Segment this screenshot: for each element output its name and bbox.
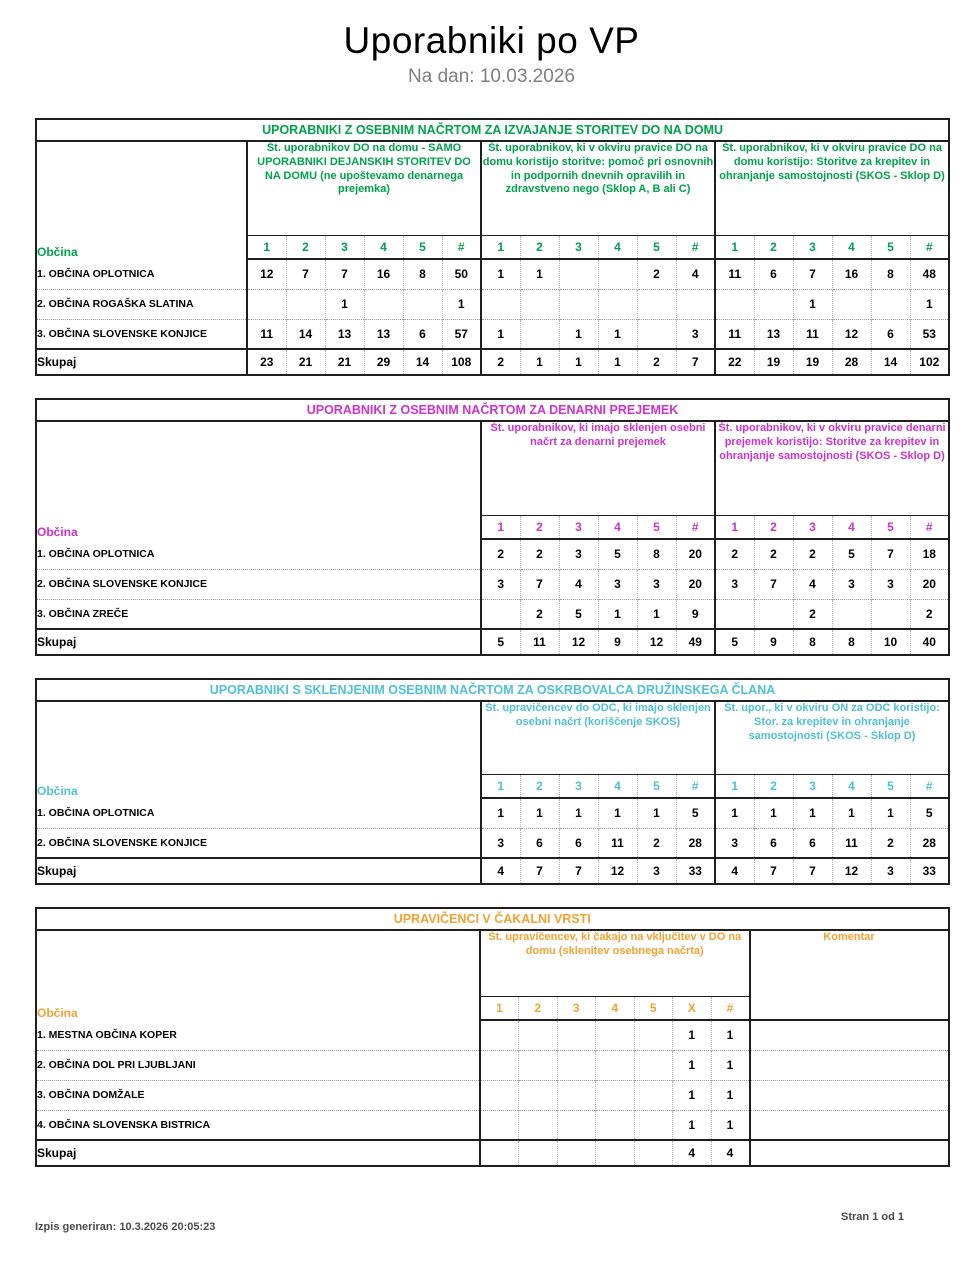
value-cell: 20 (910, 569, 949, 599)
value-cell: 2 (871, 828, 910, 858)
value-cell (247, 289, 286, 319)
row-label: 1. OBČINA OPLOTNICA (37, 547, 155, 560)
value-cell (480, 1020, 519, 1050)
value-cell: 4 (559, 569, 598, 599)
value-cell: 2 (520, 539, 559, 569)
row-label: 2. OBČINA SLOVENSKE KONJICE (36, 828, 481, 858)
total-value-cell (634, 1140, 673, 1166)
col-header: # (676, 774, 715, 798)
col-header: 4 (598, 515, 637, 539)
value-cell (754, 599, 793, 629)
col-header: 4 (598, 235, 637, 259)
report-tables (35, 118, 948, 1167)
value-cell: 7 (754, 569, 793, 599)
total-label: Skupaj (36, 858, 481, 884)
value-cell (519, 1050, 558, 1080)
total-value-cell: 2 (637, 349, 676, 375)
value-cell (519, 1110, 558, 1140)
value-cell (519, 1080, 558, 1110)
value-cell: 2 (481, 539, 520, 569)
footer-page-number: Stran 1 od 1 (841, 1211, 904, 1223)
group-header: Št. uporabnikov, ki v okviru pravice DO na domu koristijo storitve: pomoč pri osnovnih in podpornih dnevnih opravilih in zdravstveno nego (Sklop A, B ali C) (481, 141, 715, 235)
value-cell: 1 (793, 798, 832, 828)
total-value-cell: 10 (871, 629, 910, 655)
value-cell: 4 (676, 259, 715, 289)
group-header: Št. upor., ki v okviru ON za ODČ koristijo: Stor. za krepitev in ohranjanje samostojnosti (SKOS - Sklop D) (715, 701, 949, 774)
comment-cell (750, 1050, 949, 1080)
comment-cell (750, 1020, 949, 1050)
col-header: 4 (832, 774, 871, 798)
value-cell: 1 (871, 798, 910, 828)
col-header: # (676, 515, 715, 539)
value-cell: 16 (364, 259, 403, 289)
value-cell: 3 (637, 569, 676, 599)
value-cell: 1 (520, 798, 559, 828)
value-cell (634, 1110, 673, 1140)
value-cell: 1 (673, 1020, 712, 1050)
total-value-cell: 4 (711, 1140, 750, 1166)
value-cell: 57 (442, 319, 481, 349)
value-cell: 3 (871, 569, 910, 599)
col-header: 3 (559, 515, 598, 539)
value-cell: 6 (754, 828, 793, 858)
value-cell: 20 (676, 539, 715, 569)
value-cell (634, 1080, 673, 1110)
value-cell (596, 1020, 635, 1050)
col-header: 1 (481, 774, 520, 798)
report-footer (35, 1211, 948, 1233)
total-value-cell: 28 (832, 349, 871, 375)
value-cell: 1 (711, 1110, 750, 1140)
value-cell: 11 (247, 319, 286, 349)
value-cell (520, 319, 559, 349)
value-cell: 13 (754, 319, 793, 349)
value-cell: 3 (598, 569, 637, 599)
value-cell (520, 289, 559, 319)
total-label: Skupaj (36, 629, 481, 655)
col-header: 4 (832, 235, 871, 259)
value-cell: 4 (793, 569, 832, 599)
col-header: 1 (715, 774, 754, 798)
value-cell: 12 (247, 259, 286, 289)
total-value-cell: 3 (637, 858, 676, 884)
col-header: 2 (286, 235, 325, 259)
obcina-header: Občina (37, 245, 78, 259)
total-value-cell: 7 (754, 858, 793, 884)
col-header: 3 (559, 235, 598, 259)
value-cell (364, 289, 403, 319)
total-value-cell: 14 (871, 349, 910, 375)
value-cell: 1 (673, 1080, 712, 1110)
value-cell: 7 (520, 569, 559, 599)
total-value-cell: 12 (598, 858, 637, 884)
col-header: 1 (247, 235, 286, 259)
value-cell: 6 (403, 319, 442, 349)
value-cell (557, 1080, 596, 1110)
col-header: X (673, 996, 712, 1020)
total-value-cell: 7 (676, 349, 715, 375)
value-cell: 1 (711, 1020, 750, 1050)
col-header: 4 (596, 996, 635, 1020)
table-title: UPORABNIKI Z OSEBNIM NAČRTOM ZA IZVAJANJE STORITEV DO NA DOMU (36, 119, 949, 141)
group-header: Št. upravičencev do ODČ, ki imajo sklenjen osebni načrt (koriščenje SKOS) (481, 701, 715, 774)
value-cell: 1 (637, 798, 676, 828)
value-cell (676, 289, 715, 319)
value-cell: 6 (559, 828, 598, 858)
value-cell (481, 289, 520, 319)
col-header: # (442, 235, 481, 259)
col-header: 1 (481, 515, 520, 539)
value-cell: 2 (637, 259, 676, 289)
row-label: 2. OBČINA DOL PRI LJUBLJANI (36, 1050, 480, 1080)
group-header: Št. uporabnikov, ki v okviru pravice DO na domu koristijo: Storitve za krepitev in ohranjanje samostojnosti (SKOS - Sklop D) (715, 141, 949, 235)
total-value-cell: 5 (715, 629, 754, 655)
value-cell: 13 (325, 319, 364, 349)
value-cell (557, 1110, 596, 1140)
value-cell (557, 1020, 596, 1050)
total-value-cell: 33 (676, 858, 715, 884)
col-header: # (910, 235, 949, 259)
table-denarni-prejemek (35, 398, 950, 656)
value-cell: 20 (676, 569, 715, 599)
value-cell (832, 289, 871, 319)
value-cell (559, 289, 598, 319)
report-date: Na dan: 10.03.2026 (408, 66, 575, 87)
col-header: 2 (520, 235, 559, 259)
value-cell (519, 1020, 558, 1050)
value-cell (596, 1110, 635, 1140)
total-value-cell: 8 (832, 629, 871, 655)
value-cell: 3 (559, 539, 598, 569)
value-cell (598, 259, 637, 289)
col-header: 5 (637, 235, 676, 259)
total-value-cell: 8 (793, 629, 832, 655)
value-cell: 5 (676, 798, 715, 828)
value-cell: 5 (910, 798, 949, 828)
col-header: 5 (637, 515, 676, 539)
value-cell: 1 (793, 289, 832, 319)
col-header: 1 (715, 515, 754, 539)
value-cell: 6 (871, 319, 910, 349)
total-value-cell: 23 (247, 349, 286, 375)
total-value-cell: 19 (793, 349, 832, 375)
total-value-cell: 102 (910, 349, 949, 375)
value-cell: 1 (481, 319, 520, 349)
total-value-cell: 1 (559, 349, 598, 375)
value-cell: 14 (286, 319, 325, 349)
col-header: 2 (520, 774, 559, 798)
value-cell: 1 (711, 1080, 750, 1110)
col-header: 3 (559, 774, 598, 798)
total-label: Skupaj (36, 349, 247, 375)
value-cell: 2 (754, 539, 793, 569)
value-cell (637, 319, 676, 349)
group-header: Št. upravičencev, ki čakajo na vključitev v DO na domu (sklenitev osebnega načrta) (480, 930, 750, 996)
total-value-cell: 7 (520, 858, 559, 884)
total-label: Skupaj (36, 1140, 480, 1166)
value-cell (286, 289, 325, 319)
total-value-cell: 3 (871, 858, 910, 884)
col-header: 3 (793, 235, 832, 259)
value-cell: 1 (481, 259, 520, 289)
col-header: 2 (754, 235, 793, 259)
col-header: 2 (754, 774, 793, 798)
total-value-cell: 22 (715, 349, 754, 375)
total-value-cell: 108 (442, 349, 481, 375)
obcina-header: Občina (37, 525, 78, 539)
total-value-cell (596, 1140, 635, 1166)
value-cell: 1 (910, 289, 949, 319)
value-cell (596, 1050, 635, 1080)
value-cell: 1 (673, 1110, 712, 1140)
col-header: 1 (481, 235, 520, 259)
value-cell: 3 (481, 828, 520, 858)
value-cell: 1 (598, 599, 637, 629)
total-value-cell: 1 (520, 349, 559, 375)
col-header: # (676, 235, 715, 259)
row-label: 1. OBČINA OPLOTNICA (37, 267, 155, 280)
value-cell: 6 (754, 259, 793, 289)
total-value-cell: 9 (598, 629, 637, 655)
col-header: 4 (364, 235, 403, 259)
col-header: 2 (519, 996, 558, 1020)
col-header: 5 (403, 235, 442, 259)
total-value-cell: 12 (832, 858, 871, 884)
value-cell: 1 (559, 319, 598, 349)
total-value-cell: 2 (481, 349, 520, 375)
total-value-cell: 5 (481, 629, 520, 655)
col-header: 4 (832, 515, 871, 539)
value-cell: 1 (673, 1050, 712, 1080)
footer-generated-timestamp: Izpis generiran: 10.3.2026 20:05:23 (35, 1221, 216, 1233)
group-header: Št. uporabnikov, ki v okviru pravice denarni prejemek koristijo: Storitve za krepitev in ohranjanje samostojnosti (SKOS - Sklop D) (715, 421, 949, 515)
total-value-cell: 11 (520, 629, 559, 655)
total-value-cell: 4 (673, 1140, 712, 1166)
value-cell (598, 289, 637, 319)
value-cell: 48 (910, 259, 949, 289)
total-value-cell: 4 (715, 858, 754, 884)
table-title: UPORABNIKI S SKLENJENIM OSEBNIM NAČRTOM ZA OSKRBOVALCA DRUŽINSKEGA ČLANA (36, 679, 949, 701)
value-cell: 2 (793, 599, 832, 629)
total-value-cell: 12 (559, 629, 598, 655)
value-cell: 3 (715, 828, 754, 858)
value-cell (871, 289, 910, 319)
table-do-na-domu (35, 118, 950, 376)
value-cell: 8 (871, 259, 910, 289)
value-cell (634, 1020, 673, 1050)
value-cell (871, 599, 910, 629)
col-header: 5 (634, 996, 673, 1020)
total-value-cell: 7 (793, 858, 832, 884)
value-cell: 7 (871, 539, 910, 569)
value-cell: 1 (520, 259, 559, 289)
total-comment-cell (750, 1140, 949, 1166)
total-value-cell: 21 (286, 349, 325, 375)
value-cell: 11 (598, 828, 637, 858)
group-header: Št. uporabnikov, ki imajo sklenjen osebni načrt za denarni prejemek (481, 421, 715, 515)
value-cell: 1 (442, 289, 481, 319)
row-label: 1. OBČINA OPLOTNICA (37, 806, 155, 819)
col-header: 1 (715, 235, 754, 259)
value-cell (596, 1080, 635, 1110)
table-cakalna-vrsta (35, 907, 950, 1167)
comment-header: Komentar (750, 930, 949, 1020)
col-header: 4 (598, 774, 637, 798)
value-cell (559, 259, 598, 289)
value-cell: 7 (325, 259, 364, 289)
value-cell (832, 599, 871, 629)
row-label: 1. MESTNA OBČINA KOPER (37, 1028, 177, 1041)
col-header: 2 (754, 515, 793, 539)
col-header: 5 (871, 235, 910, 259)
value-cell (403, 289, 442, 319)
group-header: Št. uporabnikov DO na domu - SAMO UPORABNIKI DEJANSKIH STORITEV DO NA DOMU (ne upoštevamo denarnega prejemka) (247, 141, 481, 235)
comment-cell (750, 1110, 949, 1140)
col-header: 1 (480, 996, 519, 1020)
value-cell: 6 (520, 828, 559, 858)
row-label: 2. OBČINA ROGAŠKA SLATINA (36, 289, 247, 319)
value-cell: 2 (637, 828, 676, 858)
row-label: 3. OBČINA SLOVENSKE KONJICE (36, 319, 247, 349)
row-label: 4. OBČINA SLOVENSKA BISTRICA (36, 1110, 480, 1140)
value-cell (715, 289, 754, 319)
value-cell: 8 (403, 259, 442, 289)
total-value-cell: 14 (403, 349, 442, 375)
value-cell: 1 (711, 1050, 750, 1080)
value-cell: 13 (364, 319, 403, 349)
value-cell: 11 (832, 828, 871, 858)
total-value-cell (480, 1140, 519, 1166)
value-cell: 7 (793, 259, 832, 289)
total-value-cell: 4 (481, 858, 520, 884)
value-cell: 1 (754, 798, 793, 828)
table-oskrbovalec-druzinskega-clana (35, 678, 950, 885)
value-cell: 9 (676, 599, 715, 629)
value-cell: 18 (910, 539, 949, 569)
comment-cell (750, 1080, 949, 1110)
total-value-cell: 29 (364, 349, 403, 375)
value-cell: 1 (598, 319, 637, 349)
col-header: 3 (793, 515, 832, 539)
value-cell (754, 289, 793, 319)
value-cell: 3 (832, 569, 871, 599)
value-cell: 28 (910, 828, 949, 858)
total-value-cell: 40 (910, 629, 949, 655)
value-cell: 1 (832, 798, 871, 828)
value-cell: 8 (637, 539, 676, 569)
value-cell: 2 (793, 539, 832, 569)
row-label: 3. OBČINA DOMŽALE (36, 1080, 480, 1110)
value-cell: 1 (325, 289, 364, 319)
value-cell: 16 (832, 259, 871, 289)
col-header: 3 (557, 996, 596, 1020)
total-value-cell: 19 (754, 349, 793, 375)
total-value-cell (557, 1140, 596, 1166)
table-title: UPRAVIČENCI V ČAKALNI VRSTI (36, 908, 949, 930)
value-cell: 1 (637, 599, 676, 629)
value-cell (715, 599, 754, 629)
value-cell (480, 1050, 519, 1080)
value-cell: 2 (520, 599, 559, 629)
value-cell: 1 (715, 798, 754, 828)
value-cell: 11 (793, 319, 832, 349)
value-cell: 5 (559, 599, 598, 629)
value-cell (481, 599, 520, 629)
value-cell: 5 (598, 539, 637, 569)
value-cell: 2 (715, 539, 754, 569)
value-cell: 28 (676, 828, 715, 858)
value-cell: 53 (910, 319, 949, 349)
total-value-cell: 21 (325, 349, 364, 375)
value-cell: 12 (832, 319, 871, 349)
obcina-header: Občina (37, 1006, 78, 1020)
col-header: 3 (793, 774, 832, 798)
row-label: 3. OBČINA ZREČE (36, 599, 481, 629)
total-value-cell: 7 (559, 858, 598, 884)
value-cell: 50 (442, 259, 481, 289)
col-header: 3 (325, 235, 364, 259)
obcina-header: Občina (37, 784, 78, 798)
value-cell: 1 (598, 798, 637, 828)
col-header: 2 (520, 515, 559, 539)
value-cell (637, 289, 676, 319)
total-value-cell: 1 (598, 349, 637, 375)
col-header: # (910, 515, 949, 539)
total-value-cell (519, 1140, 558, 1166)
table-title: UPORABNIKI Z OSEBNIM NAČRTOM ZA DENARNI PREJEMEK (36, 399, 949, 421)
col-header: # (910, 774, 949, 798)
value-cell: 3 (481, 569, 520, 599)
value-cell: 5 (832, 539, 871, 569)
value-cell (634, 1050, 673, 1080)
value-cell (480, 1080, 519, 1110)
col-header: # (711, 996, 750, 1020)
total-value-cell: 33 (910, 858, 949, 884)
row-label: 2. OBČINA SLOVENSKE KONJICE (36, 569, 481, 599)
page-title: Uporabniki po VP (343, 20, 640, 61)
col-header: 5 (637, 774, 676, 798)
value-cell: 1 (559, 798, 598, 828)
total-value-cell: 12 (637, 629, 676, 655)
col-header: 5 (871, 774, 910, 798)
value-cell (480, 1110, 519, 1140)
value-cell: 2 (910, 599, 949, 629)
value-cell: 11 (715, 259, 754, 289)
value-cell (557, 1050, 596, 1080)
value-cell: 3 (715, 569, 754, 599)
col-header: 5 (871, 515, 910, 539)
total-value-cell: 49 (676, 629, 715, 655)
value-cell: 3 (676, 319, 715, 349)
total-value-cell: 9 (754, 629, 793, 655)
value-cell: 7 (286, 259, 325, 289)
value-cell: 1 (481, 798, 520, 828)
value-cell: 11 (715, 319, 754, 349)
value-cell: 6 (793, 828, 832, 858)
